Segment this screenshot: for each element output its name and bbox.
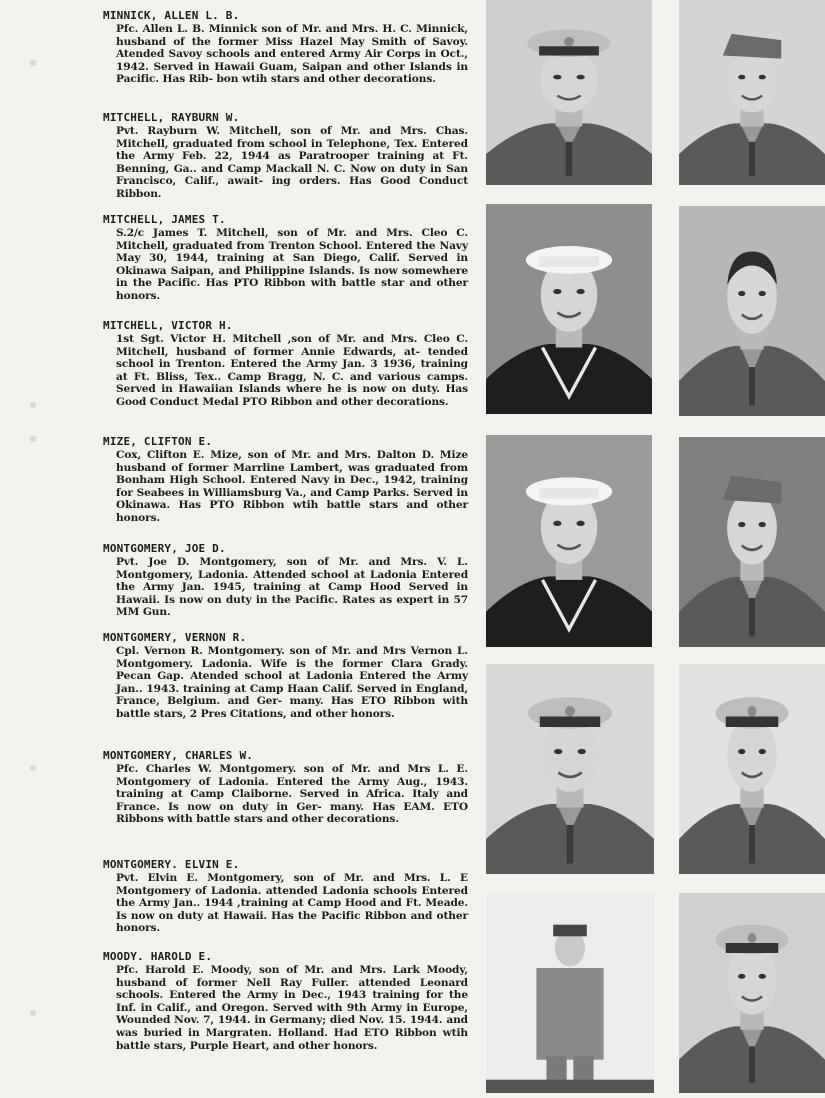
entry-name: MONTGOMERY, CHARLES W. [103,749,254,762]
entry-bio: Pfc. Charles W. Montgomery. son of Mr. and Mrs L. E. Montgomery of Ladonia. Entered the Army Aug., 1943. training at Camp Claiborne. Served in Africa. Italy and France. Is now on duty in Ger- many. Has EAM. ETO Ribbons with battle stars and other decorations. [116,763,468,826]
entry-mitchell-james [103,214,468,303]
portrait-photo [679,0,825,185]
portrait-image [486,0,652,185]
entry-moody [103,951,468,1052]
entry-name: MITCHELL, JAMES T. [103,213,226,226]
portrait-image [486,435,652,647]
entry-bio: S.2/c James T. Mitchell, son of Mr. and Mrs. Cleo C. Mitchell, graduated from Trenton School. Entered the Navy May 30, 1944, training at San Diego, Calif. Served in Okinawa Saipan, and Philippine Islands. Is now somewhere in the Pacific. Has PTO Ribbon with battle star and other honors. [116,227,468,302]
portrait-photo [679,437,825,647]
entry-name: MIZE, CLIFTON E. [103,435,213,448]
portrait-photo [486,893,654,1093]
portrait-photo [486,664,654,874]
entry-bio: Pvt. Elvin E. Montgomery, son of Mr. and Mrs. L. E Montgomery of Ladonia. attended Ladonia schools Entered the Army Jan.. 1944 ,training at Camp Hood and Ft. Meade. Is now on duty at Hawaii. Has the Pacific Ribbon and other honors. [116,872,468,935]
entry-montgomery-joe [103,543,468,619]
entry-name: MONTGOMERY, VERNON R. [103,631,247,644]
punch-hole [30,1010,36,1016]
entry-montgomery-vernon [103,632,468,721]
entry-bio: Cpl. Vernon R. Montgomery. son of Mr. and Mrs Vernon L. Montgomery. Ladonia. Wife is the former Clara Grady. Pecan Gap. Atended school at Ladonia Entered the Army Jan.. 1943. training at Camp Haan Calif. Served in England, France, Belgium. and Ger- many. Has ETO Ribbon with battle stars, 2 Pres Citations, and other honors. [116,645,468,720]
portrait-image [679,664,825,874]
portrait-image [679,893,825,1093]
punch-hole [30,436,36,442]
punch-hole [30,60,36,66]
portrait-image [486,664,654,874]
entry-bio: Pfc. Harold E. Moody, son of Mr. and Mrs. Lark Moody, husband of former Nell Ray Fuller. attended Leonard schools. Entered the Army in Dec., 1943 training for the Inf. in Calif., and Oregon. Served with 9th Army in Europe, Wounded Nov. 7, 1944. in Germany; died Nov. 15. 1944. and was buried in Margraten. Holland. Had ETO Ribbon wtih battle stars, Purple Heart, and other honors. [116,964,468,1052]
portrait-photo [486,435,652,647]
entry-mitchell-victor [103,320,468,409]
portrait-image [679,206,825,416]
entry-bio: Pvt. Rayburn W. Mitchell, son of Mr. and Mrs. Chas. Mitchell, graduated from school in Telephone, Tex. Entered the Army Feb. 22, 1944 as Paratrooper training at Ft. Benning, Ga.. and Camp Mackall N. C. Now on duty in San Francisco, Calif., await- ing orders. Has Good Conduct Ribbon. [116,125,468,200]
punch-hole [30,765,36,771]
portrait-photo [486,204,652,414]
entry-montgomery-elvin [103,859,468,935]
portrait-photo [679,893,825,1093]
portrait-image [679,0,825,185]
entry-montgomery-charles [103,750,468,826]
entry-mitchell-rayburn [103,112,468,201]
entry-bio: Pfc. Allen L. B. Minnick son of Mr. and Mrs. H. C. Minnick, husband of the former Miss Hazel May Smith of Savoy. Atended Savoy schools and entered Army Air Corps in Oct., 1942. Served in Hawaii Guam, Saipan and other Islands in Pacific. Has Rib- bon wtih stars and other decorations. [116,23,468,86]
entry-bio: Pvt. Joe D. Montgomery, son of Mr. and Mrs. V. L. Montgomery, Ladonia. Attended school at Ladonia Entered the Army Jan. 1945, training at Camp Hood Served in Hawaii. Is now on duty in the Pacific. Rates as expert in 57 MM Gun. [116,556,468,619]
portrait-image [486,893,654,1093]
entry-mize [103,436,468,525]
entry-name: MOODY. HAROLD E. [103,950,213,963]
entry-name: MONTGOMERY, JOE D. [103,542,226,555]
entry-minnick [103,10,468,86]
portrait-image [679,437,825,647]
portrait-image [486,204,652,414]
entry-name: MITCHELL, VICTOR H. [103,319,233,332]
entry-name: MINNICK, ALLEN L. B. [103,9,240,22]
portrait-photo [679,206,825,416]
punch-hole [30,402,36,408]
entry-name: MONTGOMERY. ELVIN E. [103,858,240,871]
entry-name: MITCHELL, RAYBURN W. [103,111,240,124]
portrait-photo [486,0,652,185]
entry-bio: 1st Sgt. Victor H. Mitchell ,son of Mr. and Mrs. Cleo C. Mitchell, husband of former Annie Edwards, at- tended school in Trenton. Entered the Army Jan. 3 1936, training at Ft. Bliss, Tex.. Camp Bragg, N. C. and various camps. Served in Hawaiian Islands where he is now on duty. Has Good Conduct Medal PTO Ribbon and other decorations. [116,333,468,408]
entry-bio: Cox, Clifton E. Mize, son of Mr. and Mrs. Dalton D. Mize husband of former Marrline Lambert, was graduated from Bonham High School. Entered Navy in Dec., 1942, training for Seabees in Williamsburg Va., and Camp Parks. Served in Okinawa. Has PTO Ribbon wtih battle stars and other honors. [116,449,468,524]
portrait-photo [679,664,825,874]
